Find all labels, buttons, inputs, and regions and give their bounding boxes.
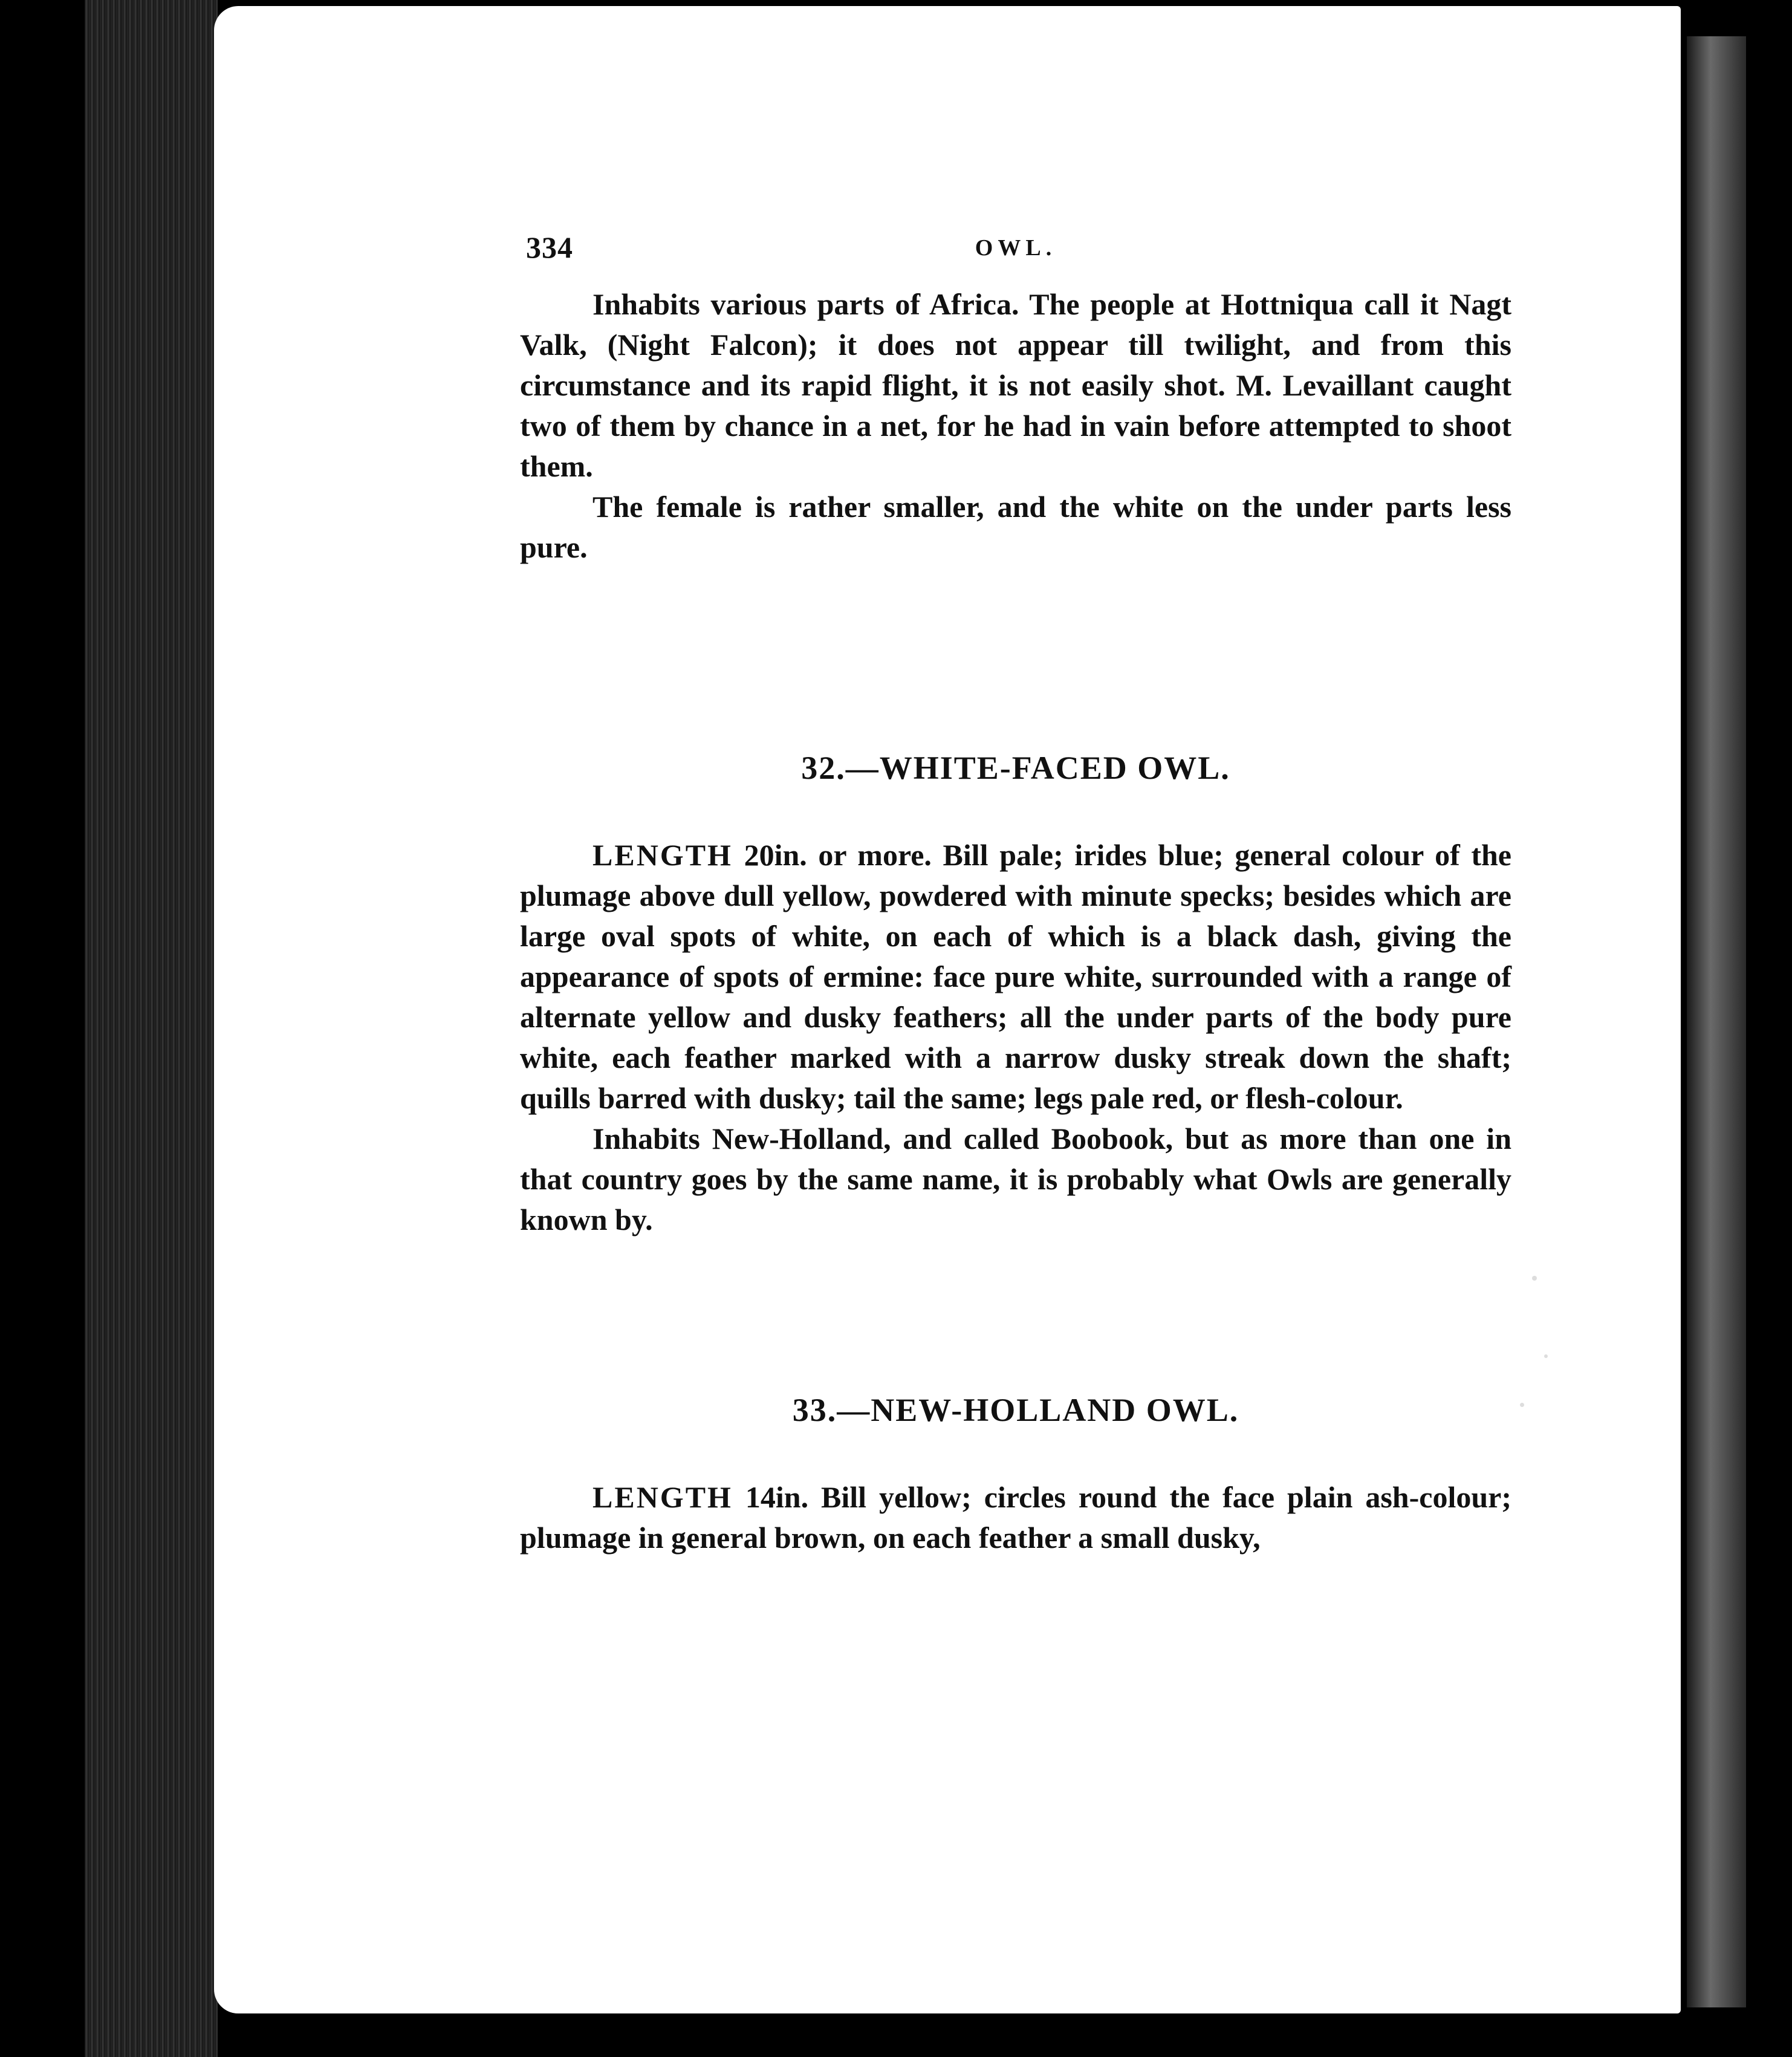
paragraph-body: 20in. or more. Bill pale; irides blue; general colour of the plumage above dull yellow, powdered with minute specks; besides which are large oval spots of white, on each of which is a black dash, giving the appearance of spots of ermine: face pure white, surrounded with a range of alternate yellow and dusky feathers; all the under parts of the body pure white, each feather marked with a narrow dusky streak down the shaft; quills barred with dusky; tail the same; legs pale red, or flesh-colour. (520, 838, 1511, 1115)
paragraph: The female is rather smaller, and the white on the under parts less pure. (520, 490, 1511, 564)
facing-page-edge (1687, 36, 1746, 2007)
paragraph: Inhabits New-Holland, and called Boobook, but as more than one in that country goes by the same name, it is probably what Owls are generally known by. (520, 1122, 1511, 1236)
paper-speck (1544, 1354, 1548, 1358)
section-new-holland-owl (520, 1391, 1511, 1558)
running-head (520, 224, 1511, 272)
paper-speck (1532, 1276, 1537, 1281)
running-title: OWL. (975, 235, 1057, 261)
paragraph: Inhabits various parts of Africa. The people at Hottniqua call it Nagt Valk, (Night Falcon); it does not appear till twilight, and from this circumstance and its rapid flight, it is not easily shot. M. Levaillant caught two of them by chance in a net, for he had in vain before attempted to shoot them. (520, 287, 1511, 483)
page-number: 334 (526, 230, 573, 264)
paper-speck (1520, 1403, 1524, 1407)
page-edges (85, 0, 218, 2057)
paragraph (520, 1477, 1511, 1558)
intro-text (520, 284, 1511, 568)
section-heading: 32.—WHITE-FACED OWL. (801, 750, 1230, 786)
page-content (520, 224, 1511, 1558)
section-white-faced-owl (520, 749, 1511, 1240)
lead-word: LENGTH (592, 1480, 733, 1514)
lead-word: LENGTH (592, 838, 733, 872)
section-heading: 33.—NEW-HOLLAND OWL. (792, 1392, 1239, 1428)
paragraph-body: 14in. Bill yellow; circles round the face plain ash-colour; plumage in general brown, on each feather a small dusky, (520, 1480, 1511, 1555)
paragraph (520, 835, 1511, 1119)
